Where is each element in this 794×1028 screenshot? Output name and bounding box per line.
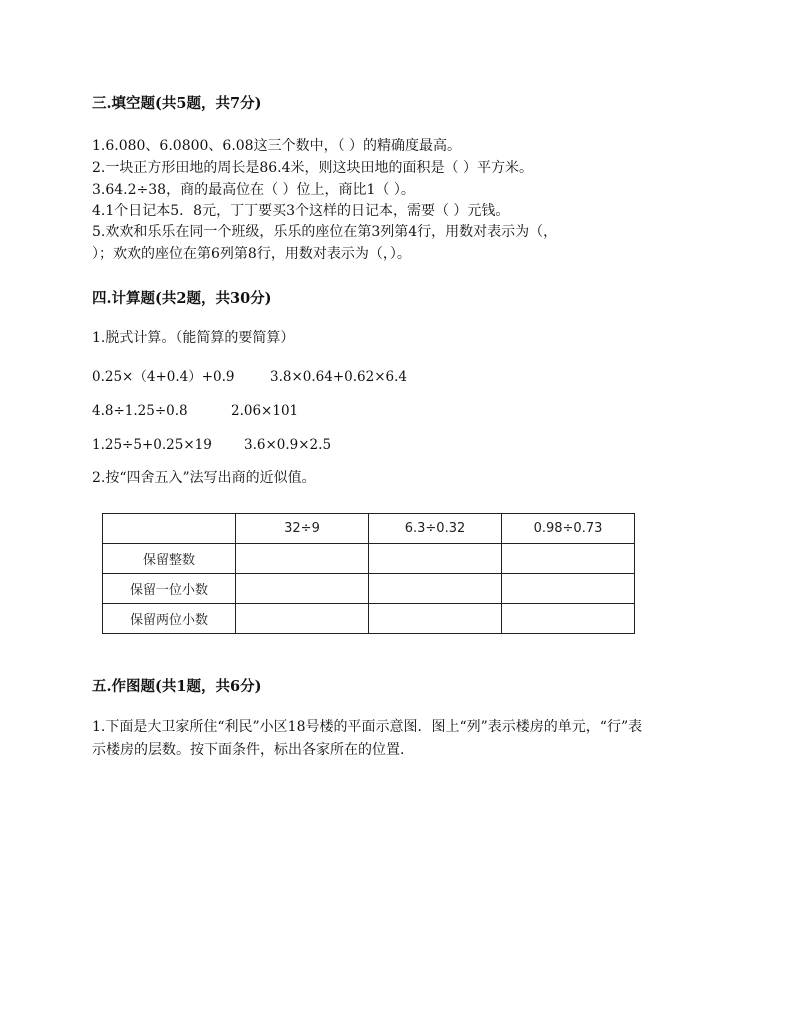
table-header-cell: 6.3÷0.32 [369,514,502,544]
answer-cell[interactable] [502,604,635,634]
table-row [103,544,635,574]
question-4-1-title: 1.脱式计算。（能简算的要简算） [92,330,295,346]
table-header-row [103,514,635,544]
question-4-2-title: 2.按“四舍五入”法写出商的近似值。 [92,470,316,486]
question-3-1: 1.6.080、6.0800、6.08这三个数中，（ ）的精确度最高。 [92,138,462,154]
answer-cell[interactable] [369,544,502,574]
answer-cell[interactable] [236,604,369,634]
expression-1b: 3.8×0.64+0.62×6.4 [270,369,407,385]
answer-cell[interactable] [369,574,502,604]
answer-cell[interactable] [369,604,502,634]
expression-1a: 0.25×（4+0.4）+0.9 [92,369,235,385]
answer-cell[interactable] [236,544,369,574]
expression-3a: 1.25÷5+0.25×19 [92,437,212,453]
question-5-1-line2: 示楼房的层数。按下面条件，标出各家所在的位置. [92,742,405,758]
answer-cell[interactable] [236,574,369,604]
expression-2a: 4.8÷1.25÷0.8 [92,403,188,419]
row-label: 保留两位小数 [103,604,236,634]
section3-heading: 三.填空题(共5题，共7分) [92,95,262,112]
section4-heading: 四.计算题(共2题，共30分) [92,290,272,307]
question-3-2: 2.一块正方形田地的周长是86.4米，则这块田地的面积是（ ）平方米。 [92,160,533,176]
question-3-4: 4.1个日记本5．8元，丁丁要买3个这样的日记本，需要（ ）元钱。 [92,203,510,219]
expression-2b: 2.06×101 [231,403,299,419]
answer-cell[interactable] [502,544,635,574]
row-label: 保留一位小数 [103,574,236,604]
question-3-5-line1: 5.欢欢和乐乐在同一个班级，乐乐的座位在第3列第4行，用数对表示为（， [92,224,558,240]
table-header-cell: 32÷9 [236,514,369,544]
table-row [103,574,635,604]
section5-heading: 五.作图题(共1题，共6分) [92,678,262,695]
expression-3b: 3.6×0.9×2.5 [244,437,332,453]
table-row [103,604,635,634]
table-header-cell: 0.98÷0.73 [502,514,635,544]
question-3-5-line2: ）；欢欢的座位在第6列第8行，用数对表示为（，）。 [92,246,411,262]
table-header-cell [103,514,236,544]
approximation-table [102,513,635,634]
question-3-3: 3.64.2÷38，商的最高位在（ ）位上，商比1（ ）。 [92,182,415,198]
answer-cell[interactable] [502,574,635,604]
question-5-1-line1: 1.下面是大卫家所住“利民”小区18号楼的平面示意图．图上“列”表示楼房的单元，“行”表 [92,719,643,735]
row-label: 保留整数 [103,544,236,574]
